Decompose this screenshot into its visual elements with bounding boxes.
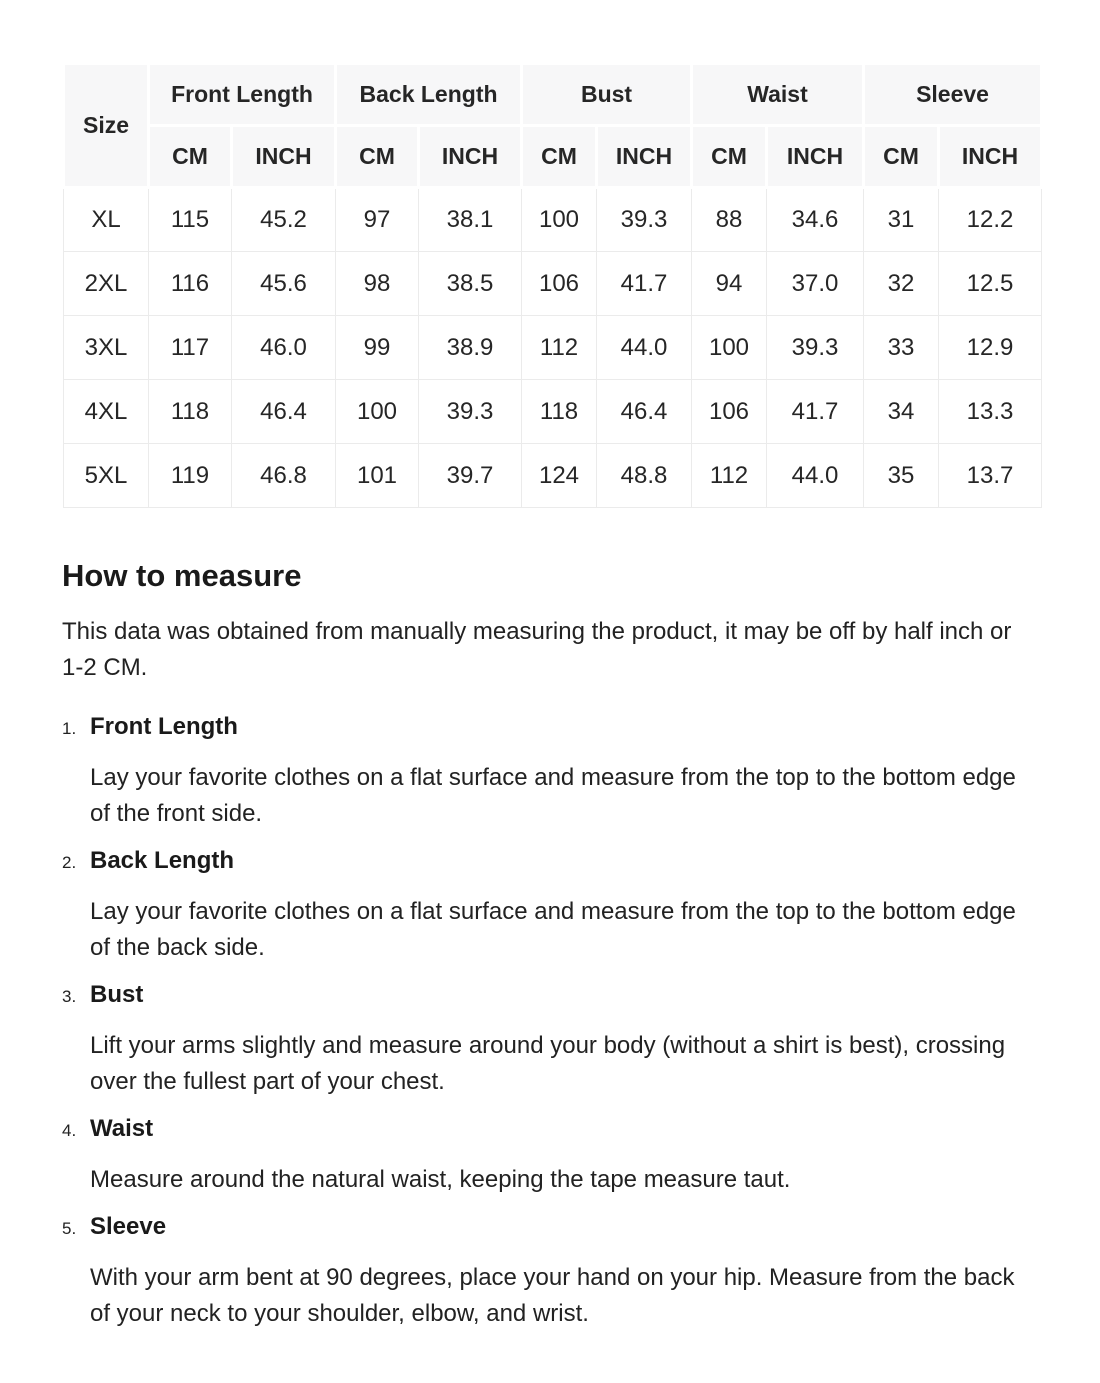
measurement-cell: 35 (864, 444, 939, 508)
measurement-cell: 48.8 (597, 444, 692, 508)
step-description: With your arm bent at 90 degrees, place your hand on your hip. Measure from the back of your neck to your shoulder, elbow, and wrist. (90, 1264, 1015, 1327)
step-title: Sleeve (90, 1213, 167, 1240)
step-number: 2. (62, 853, 77, 872)
measurement-cell: 41.7 (597, 252, 692, 316)
subheader-front-length-inch: INCH (232, 126, 336, 188)
measurement-cell: 45.6 (232, 252, 336, 316)
measurement-cell: 39.3 (597, 188, 692, 252)
step-description: Lay your favorite clothes on a flat surface and measure from the top to the bottom edge of the back side. (90, 898, 1016, 961)
measurement-cell: 45.2 (232, 188, 336, 252)
table-row-4xl (64, 380, 1042, 444)
step-header (62, 1212, 1042, 1244)
size-cell: 2XL (64, 252, 149, 316)
measurement-cell: 98 (336, 252, 419, 316)
subheader-front-length-cm: CM (149, 126, 232, 188)
measurement-cell: 94 (692, 252, 767, 316)
list-item-front-length (62, 712, 1042, 832)
measurement-cell: 116 (149, 252, 232, 316)
size-cell: 5XL (64, 444, 149, 508)
unit-header-row (64, 126, 1042, 188)
table-row-3xl (64, 316, 1042, 380)
measurement-cell: 46.4 (232, 380, 336, 444)
column-header-back-length: Back Length (336, 64, 522, 126)
list-item-sleeve (62, 1212, 1042, 1332)
subheader-bust-inch: INCH (597, 126, 692, 188)
subheader-sleeve-cm: CM (864, 126, 939, 188)
measurement-cell: 13.7 (939, 444, 1042, 508)
step-header (62, 846, 1042, 878)
size-cell: 4XL (64, 380, 149, 444)
measurement-cell: 44.0 (597, 316, 692, 380)
measurement-cell: 106 (692, 380, 767, 444)
measurement-cell: 13.3 (939, 380, 1042, 444)
measurement-cell: 41.7 (767, 380, 864, 444)
measurement-cell: 39.3 (419, 380, 522, 444)
list-item-bust (62, 980, 1042, 1100)
group-header-row (64, 64, 1042, 126)
measurement-cell: 37.0 (767, 252, 864, 316)
measurement-cell: 39.7 (419, 444, 522, 508)
measurement-cell: 101 (336, 444, 419, 508)
measure-steps-list (62, 712, 1042, 1332)
measurement-cell: 119 (149, 444, 232, 508)
table-row-2xl (64, 252, 1042, 316)
step-description: Measure around the natural waist, keeping the tape measure taut. (90, 1166, 791, 1193)
step-description: Lay your favorite clothes on a flat surface and measure from the top to the bottom edge of the front side. (90, 764, 1016, 827)
column-header-size: Size (64, 64, 149, 188)
measurement-cell: 38.9 (419, 316, 522, 380)
how-to-measure-heading: How to measure (62, 558, 302, 593)
list-item-waist (62, 1114, 1042, 1198)
column-header-sleeve: Sleeve (864, 64, 1042, 126)
subheader-waist-cm: CM (692, 126, 767, 188)
measurement-cell: 34 (864, 380, 939, 444)
measurement-cell: 97 (336, 188, 419, 252)
measurement-cell: 100 (336, 380, 419, 444)
measurement-cell: 38.5 (419, 252, 522, 316)
size-chart-body (64, 188, 1042, 508)
measurement-cell: 112 (522, 316, 597, 380)
subheader-back-length-cm: CM (336, 126, 419, 188)
column-header-front-length: Front Length (149, 64, 336, 126)
step-title: Front Length (90, 713, 238, 740)
measurement-cell: 124 (522, 444, 597, 508)
step-header (62, 712, 1042, 744)
measurement-cell: 118 (522, 380, 597, 444)
list-item-back-length (62, 846, 1042, 966)
measurement-cell: 12.2 (939, 188, 1042, 252)
measurement-cell: 46.4 (597, 380, 692, 444)
subheader-waist-inch: INCH (767, 126, 864, 188)
measurement-cell: 100 (692, 316, 767, 380)
table-row-5xl (64, 444, 1042, 508)
measurement-cell: 118 (149, 380, 232, 444)
measurement-cell: 99 (336, 316, 419, 380)
measurement-cell: 38.1 (419, 188, 522, 252)
measurement-cell: 88 (692, 188, 767, 252)
step-number: 3. (62, 987, 77, 1006)
step-number: 5. (62, 1219, 77, 1238)
measurement-cell: 117 (149, 316, 232, 380)
step-header (62, 1114, 1042, 1146)
measurement-cell: 46.8 (232, 444, 336, 508)
size-chart-table (62, 62, 1043, 508)
column-header-bust: Bust (522, 64, 692, 126)
measurement-cell: 12.5 (939, 252, 1042, 316)
measurement-cell: 34.6 (767, 188, 864, 252)
measurement-cell: 115 (149, 188, 232, 252)
size-chart-header (64, 64, 1042, 188)
size-cell: 3XL (64, 316, 149, 380)
subheader-sleeve-inch: INCH (939, 126, 1042, 188)
measurement-cell: 12.9 (939, 316, 1042, 380)
size-cell: XL (64, 188, 149, 252)
step-number: 1. (62, 719, 77, 738)
measure-disclaimer-text: This data was obtained from manually measuring the product, it may be off by half inch or 1-2 CM. (62, 618, 1012, 681)
step-title: Waist (90, 1115, 154, 1142)
table-row-xl (64, 188, 1042, 252)
subheader-back-length-inch: INCH (419, 126, 522, 188)
measurement-cell: 31 (864, 188, 939, 252)
measurement-cell: 100 (522, 188, 597, 252)
column-header-waist: Waist (692, 64, 864, 126)
step-description: Lift your arms slightly and measure around your body (without a shirt is best), crossing over the fullest part of your chest. (90, 1032, 1006, 1095)
step-title: Bust (90, 981, 144, 1008)
measurement-cell: 39.3 (767, 316, 864, 380)
measurement-cell: 106 (522, 252, 597, 316)
step-number: 4. (62, 1121, 77, 1140)
subheader-bust-cm: CM (522, 126, 597, 188)
step-title: Back Length (90, 847, 235, 874)
measurement-cell: 33 (864, 316, 939, 380)
measurement-cell: 44.0 (767, 444, 864, 508)
measurement-cell: 112 (692, 444, 767, 508)
measurement-cell: 46.0 (232, 316, 336, 380)
step-header (62, 980, 1042, 1012)
measurement-cell: 32 (864, 252, 939, 316)
